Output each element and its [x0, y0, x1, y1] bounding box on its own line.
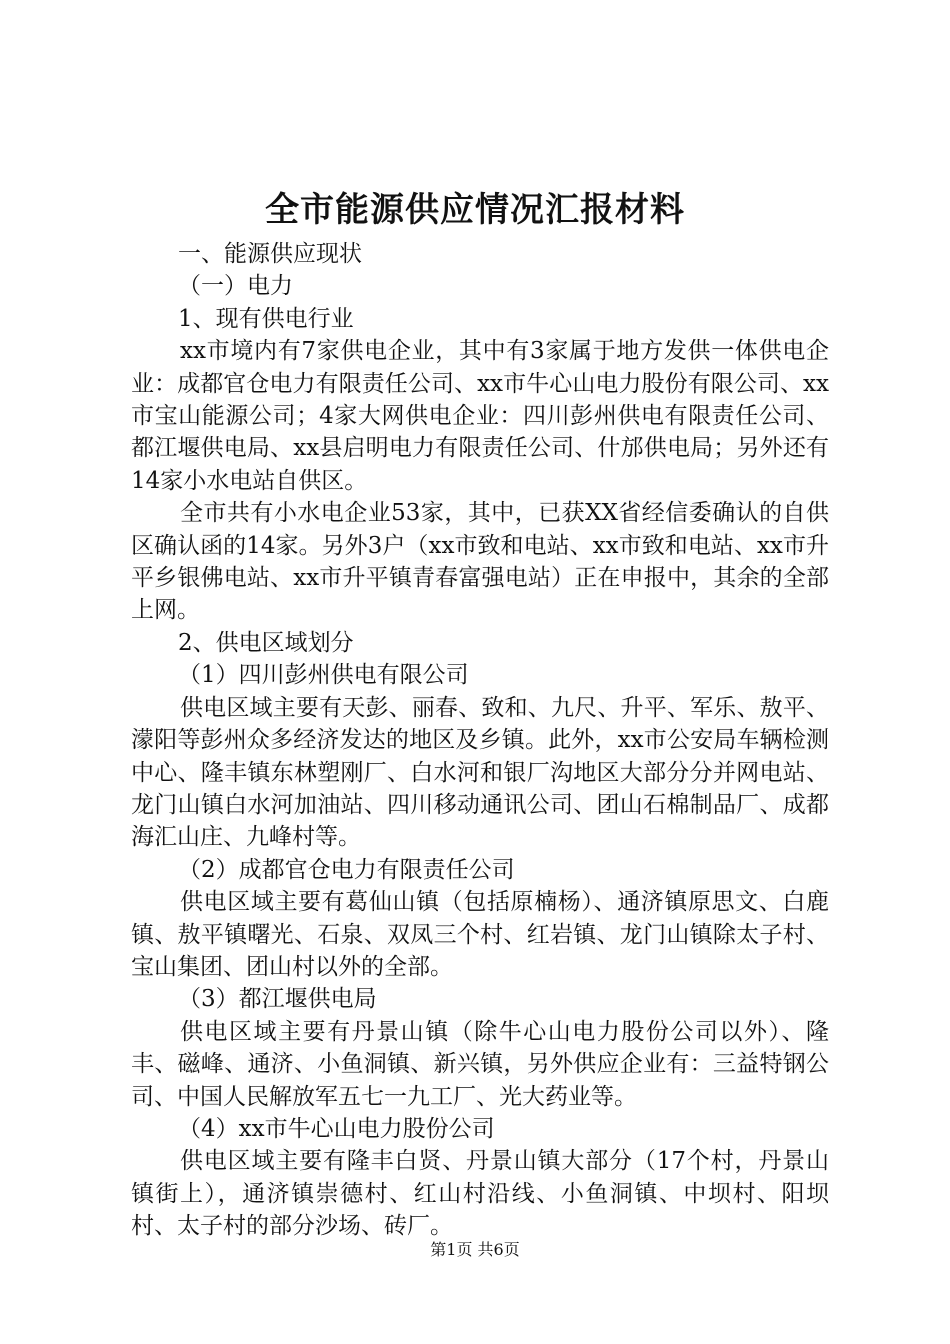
paragraph: 供电区域主要有隆丰白贤、丹景山镇大部分（17个村，丹景山镇街上），通济镇崇德村、红山村沿线、小鱼洞镇、中坝村、阳坝村、太子村的部分沙场、砖厂。 [131, 1148, 829, 1240]
subsection-heading: 2、供电区域划分 [178, 629, 354, 656]
paragraph: xx市境内有7家供电企业，其中有3家属于地方发供一体供电企业：成都官仓电力有限责任公司、xx市牛心山电力股份有限公司、xx市宝山能源公司；4家大网供电企业：四川彭州供电有限责任公司、都江堰供电局、xx县启明电力有限责任公司、什邡供电局；另外还有14家小水电站自供区。 [131, 338, 829, 494]
subsection-heading: 1、现有供电行业 [178, 305, 354, 332]
subsection-heading: （4）xx市牛心山电力股份公司 [178, 1115, 495, 1142]
subsection-heading: （1）四川彭州供电有限公司 [178, 662, 469, 689]
document-body [131, 238, 829, 1243]
page-footer: 第1页 共6页 [430, 1240, 520, 1259]
paragraph: 供电区域主要有天彭、丽春、致和、九尺、升平、军乐、敖平、濛阳等彭州众多经济发达的地区及乡镇。此外，xx市公安局车辆检测中心、隆丰镇东林塑刚厂、白水河和银厂沟地区大部分分并网电站、龙门山镇白水河加油站、四川移动通讯公司、团山石棉制品厂、成都海汇山庄、九峰村等。 [131, 694, 829, 851]
subsection-heading: （2）成都官仓电力有限责任公司 [178, 856, 515, 883]
document-title: 全市能源供应情况汇报材料 [265, 190, 685, 230]
subsection-heading: （一）电力 [178, 273, 293, 300]
paragraph: 全市共有小水电企业53家，其中，已获XX省经信委确认的自供区确认函的14家。另外3户（xx市致和电站、xx市致和电站、xx市升平乡银佛电站、xx市升平镇青春富强电站）正在申报中，其余的全部上网。 [131, 500, 829, 624]
paragraph: 供电区域主要有葛仙山镇（包括原楠杨）、通济镇原思文、白鹿镇、敖平镇曙光、石泉、双凤三个村、红岩镇、龙门山镇除太子村、宝山集团、团山村以外的全部。 [131, 889, 829, 980]
subsection-heading: （3）都江堰供电局 [178, 986, 377, 1013]
paragraph: 供电区域主要有丹景山镇（除牛心山电力股份公司以外）、隆丰、磁峰、通济、小鱼洞镇、新兴镇，另外供应企业有：三益特钢公司、中国人民解放军五七一九工厂、光大药业等。 [131, 1018, 829, 1110]
section-heading: 一、能源供应现状 [178, 241, 362, 267]
